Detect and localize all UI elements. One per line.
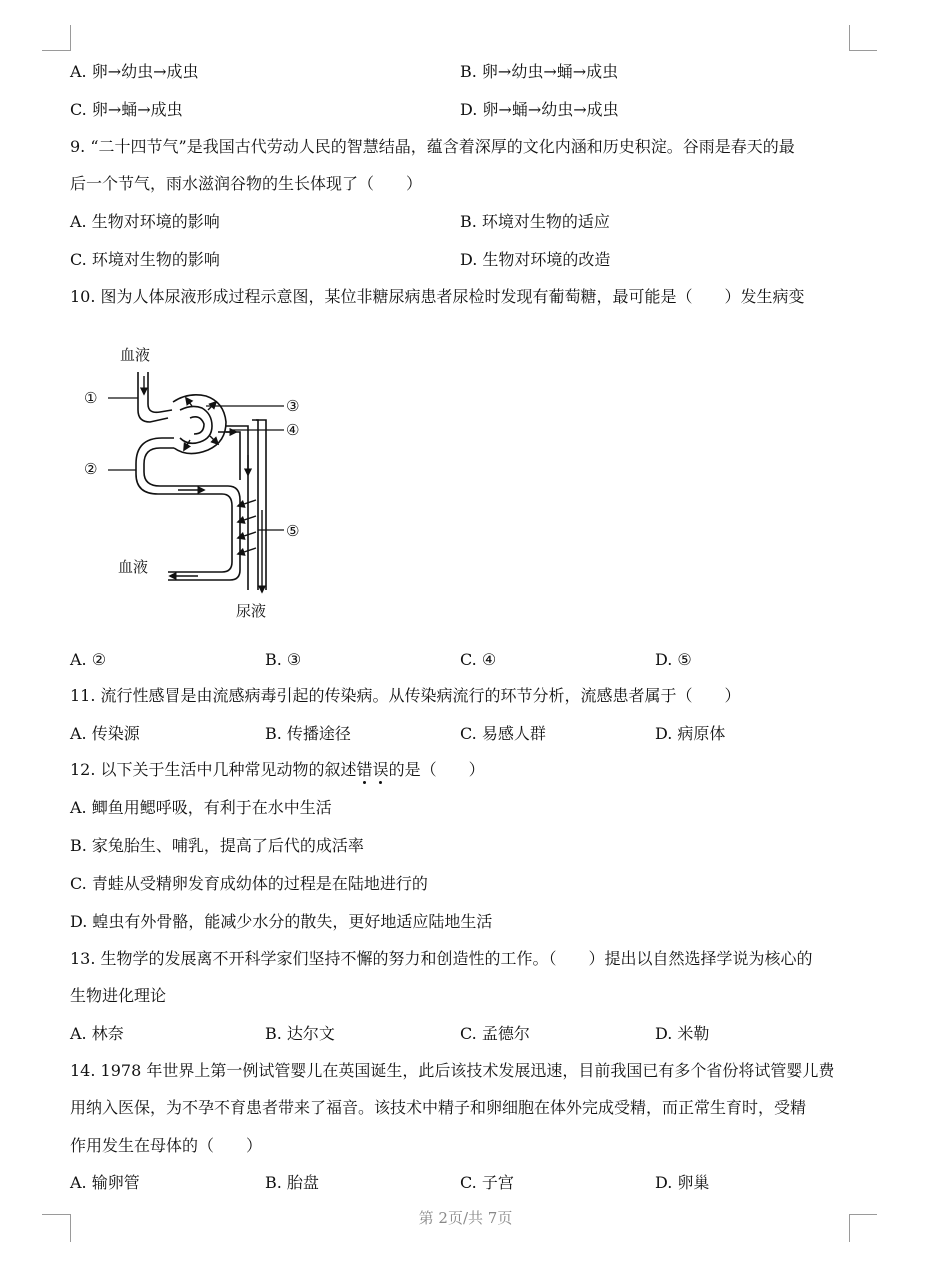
q10-option-d: D. ⑤ <box>655 650 692 669</box>
diagram-label-2: ② <box>84 460 98 478</box>
crop-mark-top-right <box>849 50 877 51</box>
q14-stem-line3: 作用发生在母体的（ ） <box>70 1136 263 1155</box>
q12-option-b: B. 家兔胎生、哺乳，提高了后代的成活率 <box>70 836 364 855</box>
q13-option-b: B. 达尔文 <box>265 1024 335 1043</box>
q14-stem-line1: 14. 1978 年世界上第一例试管婴儿在英国诞生，此后该技术发展迅速，目前我国已有多个省份将试管婴儿费 <box>70 1061 835 1080</box>
q9-stem-line2: 后一个节气，雨水滋润谷物的生长体现了（ ） <box>70 174 423 193</box>
crop-mark-top-left <box>42 50 70 51</box>
q8-option-d: D. 卵→蛹→幼虫→成虫 <box>460 100 619 119</box>
q11-stem-line1: 11. 流行性感冒是由流感病毒引起的传染病。从传染病流行的环节分析，流感患者属于（ ） <box>70 686 741 705</box>
q12-stem-emphasis-2: 误 <box>372 760 389 779</box>
q11-option-b: B. 传播途径 <box>265 724 351 743</box>
crop-mark-top-left <box>70 25 71 51</box>
q12-stem-post: 的是（ ） <box>388 760 485 779</box>
q12-option-a: A. 鲫鱼用鳃呼吸，有利于在水中生活 <box>70 798 332 817</box>
q10-option-b: B. ③ <box>265 650 302 669</box>
diagram-label-4: ④ <box>286 421 300 439</box>
q13-option-a: A. 林奈 <box>70 1024 124 1043</box>
q11-option-a: A. 传染源 <box>70 724 140 743</box>
diagram-label-urine: 尿液 <box>236 602 267 620</box>
q9-stem-line1: 9. “二十四节气”是我国古代劳动人民的智慧结晶，蕴含着深厚的文化内涵和历史积淀。谷雨是春天的最 <box>70 137 795 156</box>
diagram-label-1: ① <box>84 389 98 407</box>
q14-option-a: A. 输卵管 <box>70 1173 140 1192</box>
q14-stem-line2: 用纳入医保，为不孕不育患者带来了福音。该技术中精子和卵细胞在体外完成受精，而正常生育时，受精 <box>70 1098 807 1117</box>
q13-option-c: C. 孟德尔 <box>460 1024 530 1043</box>
q13-stem-line1: 13. 生物学的发展离不开科学家们坚持不懈的努力和创造性的工作。（ ）提出以自然选择学说为核心的 <box>70 949 813 968</box>
diagram-label-5: ⑤ <box>286 522 300 540</box>
diagram-label-3: ③ <box>286 397 300 415</box>
q13-option-d: D. 米勒 <box>655 1024 710 1043</box>
q9-option-b: B. 环境对生物的适应 <box>460 212 610 231</box>
q11-option-c: C. 易感人群 <box>460 724 546 743</box>
q10-stem-line1: 10. 图为人体尿液形成过程示意图，某位非糖尿病患者尿检时发现有葡萄糖，最可能是（ ）发生病变 <box>70 287 805 306</box>
nephron-diagram <box>78 340 318 630</box>
q12-stem-line1 <box>70 760 485 780</box>
diagram-label-blood-out: 血液 <box>118 558 149 576</box>
q11-option-d: D. 病原体 <box>655 724 726 743</box>
crop-mark-top-right <box>849 25 850 51</box>
q12-stem-emphasis-1: 错 <box>356 760 373 779</box>
q8-option-a: A. 卵→幼虫→成虫 <box>70 62 199 81</box>
q12-option-c: C. 青蛙从受精卵发育成幼体的过程是在陆地进行的 <box>70 874 428 893</box>
q9-option-d: D. 生物对环境的改造 <box>460 250 611 269</box>
q8-option-b: B. 卵→幼虫→蛹→成虫 <box>460 62 619 81</box>
q14-option-c: C. 子宫 <box>460 1173 514 1192</box>
q9-option-c: C. 环境对生物的影响 <box>70 250 220 269</box>
page-footer: 第 2页/共 7页 <box>418 1209 513 1227</box>
q12-option-d: D. 蝗虫有外骨骼，能减少水分的散失，更好地适应陆地生活 <box>70 912 493 931</box>
q14-option-b: B. 胎盘 <box>265 1173 319 1192</box>
q12-stem-pre: 12. 以下关于生活中几种常见动物的叙述 <box>70 760 357 779</box>
diagram-label-blood-in: 血液 <box>120 346 151 364</box>
q14-option-d: D. 卵巢 <box>655 1173 710 1192</box>
q9-option-a: A. 生物对环境的影响 <box>70 212 220 231</box>
q10-option-a: A. ② <box>70 650 107 669</box>
q8-option-c: C. 卵→蛹→成虫 <box>70 100 183 119</box>
q13-stem-line2: 生物进化理论 <box>70 986 167 1005</box>
q10-option-c: C. ④ <box>460 650 497 669</box>
